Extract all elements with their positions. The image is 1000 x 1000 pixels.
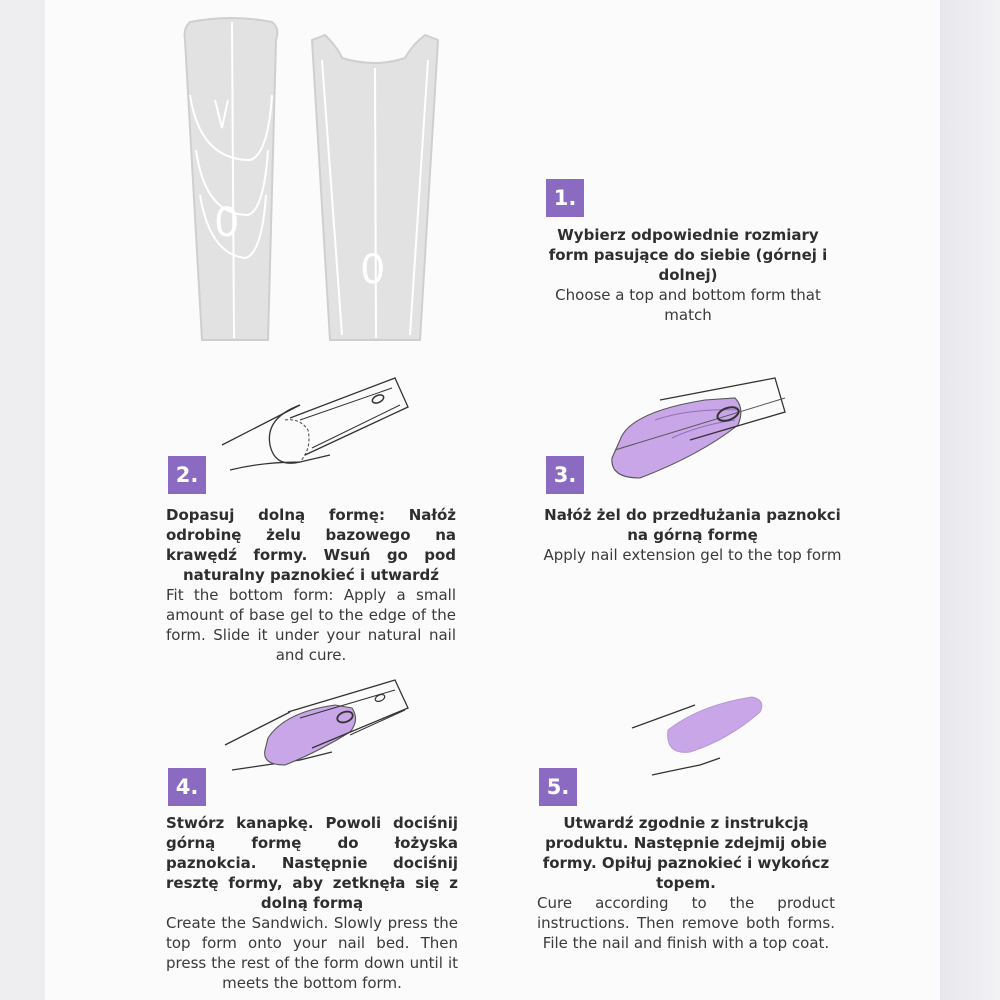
form-size-label-bottom: 0: [360, 247, 386, 293]
step-4-number: 4.: [168, 768, 206, 806]
step-5-number: 5.: [539, 768, 577, 806]
step-1-polish: Wybierz odpowiednie rozmiary form pasujące do siebie (górnej i dolnej): [548, 226, 828, 284]
step-3-polish: Nałóż żel do przedłużania paznokci na górną formę: [544, 506, 841, 544]
step-4-polish: Stwórz kanapkę. Powoli dociśnij górną formę do łożyska paznokcia. Następnie dociśnij resztę formy, aby zetknęła się z dolną formą: [166, 814, 458, 912]
step-2-polish: Dopasuj dolną formę: Nałóż odrobinę żelu bazowego na krawędź formy. Wsuń go pod naturalny paznokieć i utwardź: [166, 506, 456, 584]
step-5-polish: Utwardź zgodnie z instrukcją produktu. Następnie zdejmij obie formy. Opiłuj paznokieć i wykończ topem.: [542, 814, 830, 892]
step-1-english: Choose a top and bottom form that match: [555, 286, 821, 324]
step-2-number: 2.: [168, 456, 206, 494]
step-2-english: Fit the bottom form: Apply a small amount of base gel to the edge of the form. Slide it under your natural nail and cure.: [166, 586, 456, 664]
step-5-text: [537, 813, 835, 953]
step-3-english: Apply nail extension gel to the top form: [543, 546, 842, 564]
step-4-english: Create the Sandwich. Slowly press the top form onto your nail bed. Then press the rest of the form down until it meets the bottom form.: [166, 914, 458, 992]
step-5-english: Cure according to the product instructions. Then remove both forms. File the nail and finish with a top coat.: [537, 894, 835, 952]
step-3-number: 3.: [546, 456, 584, 494]
step-1-number: 1.: [546, 179, 584, 217]
form-size-label-top: 0: [214, 200, 240, 246]
